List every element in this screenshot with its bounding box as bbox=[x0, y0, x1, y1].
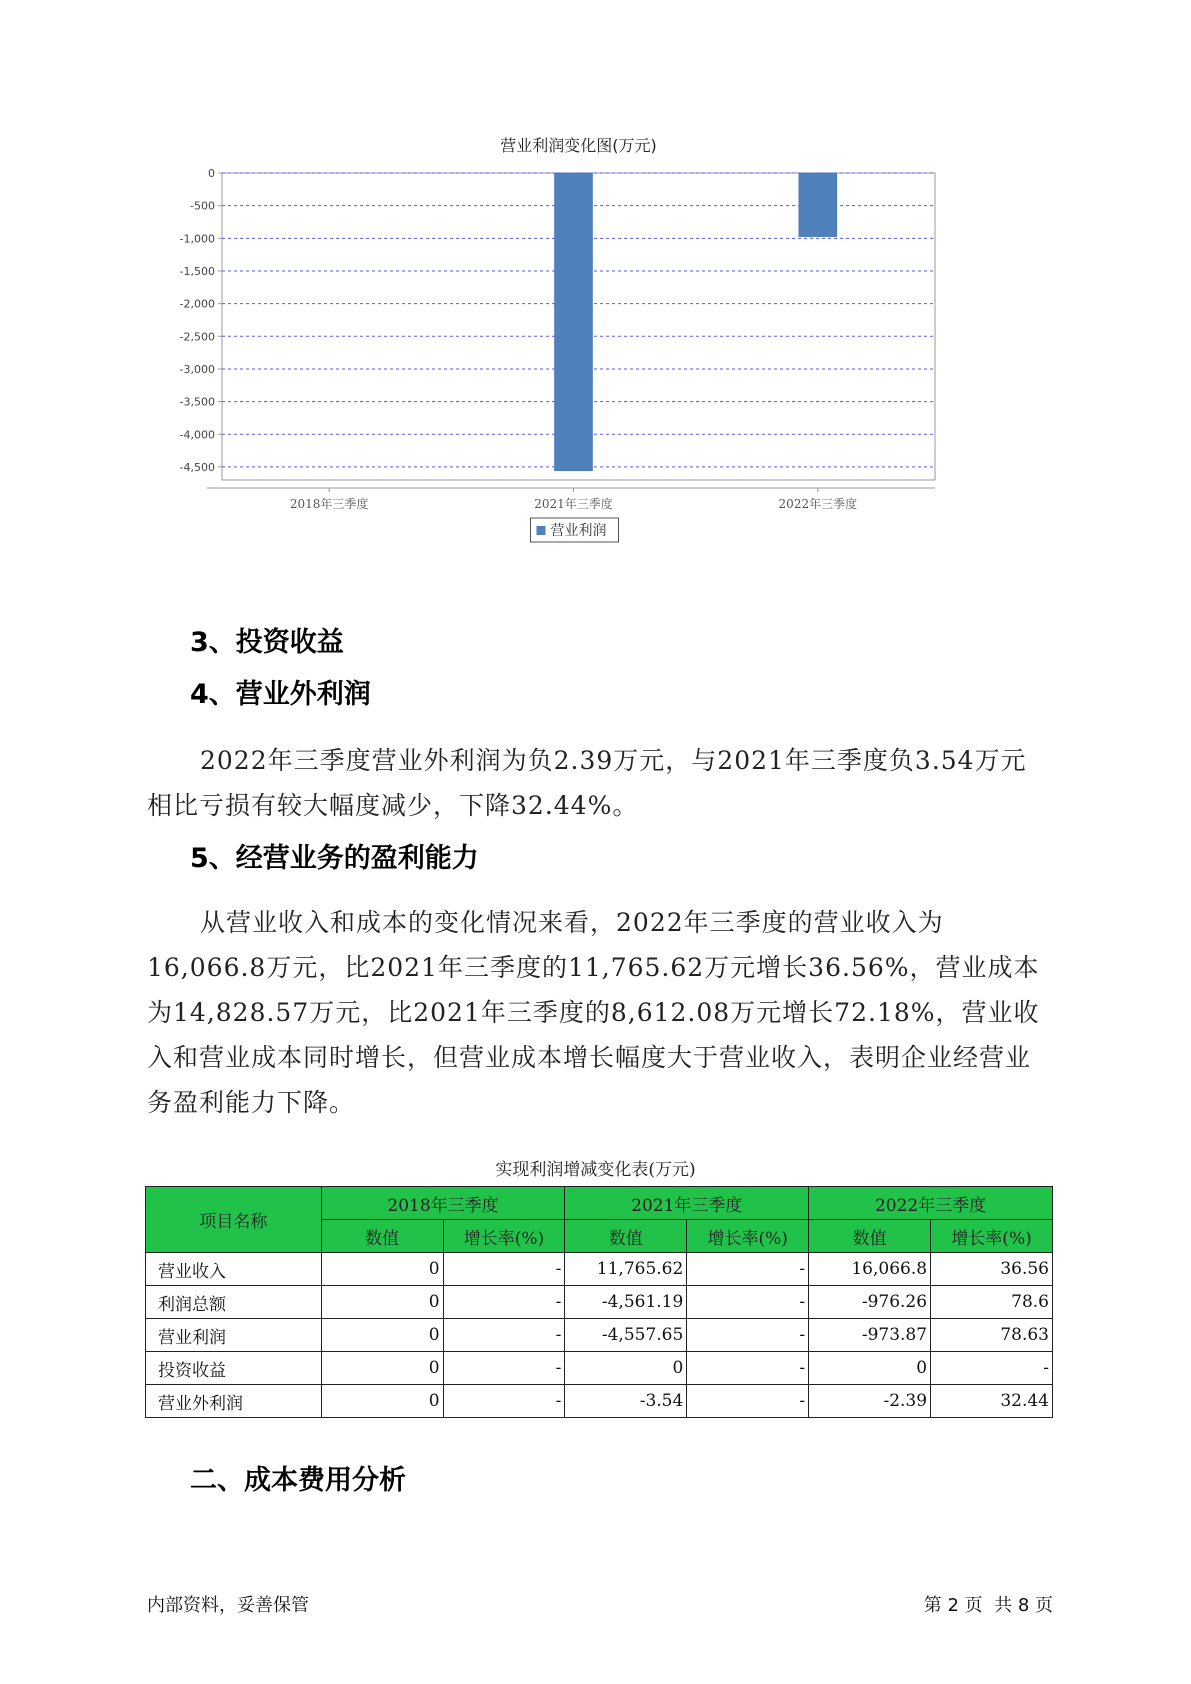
cell-value: -4,561.19 bbox=[565, 1286, 687, 1319]
cell-value: 11,765.62 bbox=[565, 1253, 687, 1286]
y-tick-label: 0 bbox=[208, 167, 215, 180]
table-row bbox=[146, 1253, 1053, 1286]
cell-rate: - bbox=[687, 1253, 809, 1286]
y-tick-label: -1,500 bbox=[179, 264, 215, 278]
paragraph-non-operating-profit bbox=[147, 738, 1052, 828]
y-tick-label: -500 bbox=[190, 199, 215, 213]
header-item-name: 项目名称 bbox=[146, 1187, 322, 1253]
table-row bbox=[146, 1286, 1053, 1319]
cell-rate: - bbox=[931, 1352, 1053, 1385]
header-rate: 增长率(%) bbox=[931, 1220, 1053, 1253]
row-name: 利润总额 bbox=[146, 1286, 322, 1319]
cell-value: 0 bbox=[565, 1352, 687, 1385]
row-name: 营业收入 bbox=[146, 1253, 322, 1286]
cell-value: 0 bbox=[321, 1253, 443, 1286]
header-rate: 增长率(%) bbox=[443, 1220, 565, 1253]
y-tick-label: -1,000 bbox=[179, 232, 215, 246]
x-tick-label: 2021年三季度 bbox=[534, 497, 613, 511]
cell-rate: 32.44 bbox=[931, 1385, 1053, 1418]
header-value: 数值 bbox=[565, 1220, 687, 1253]
y-tick-label: -3,500 bbox=[179, 395, 215, 409]
y-tick-label: -2,500 bbox=[179, 330, 215, 344]
paragraph-text: 从营业收入和成本的变化情况来看，2022年三季度的营业收入为16,066.8万元，比2021年三季度的11,765.62万元增长36.56%，营业成本为14,828.57万元，比2021年三季度的8,612.08万元增长72.18%，营业收入和营业成本同时增长，但营业成本增长幅度大于营业收入，表明企业经营业务盈利能力下降。 bbox=[147, 908, 1040, 1117]
table-row bbox=[146, 1352, 1053, 1385]
cell-rate: - bbox=[443, 1385, 565, 1418]
paragraph-profitability bbox=[147, 900, 1052, 1125]
footer-confidential: 内部资料，妥善保管 bbox=[147, 1595, 309, 1616]
cell-value: 0 bbox=[809, 1352, 931, 1385]
table-row bbox=[146, 1319, 1053, 1352]
header-rate: 增长率(%) bbox=[687, 1220, 809, 1253]
cell-value: 0 bbox=[321, 1385, 443, 1418]
y-tick-label: -3,000 bbox=[179, 362, 215, 376]
paragraph-text: 2022年三季度营业外利润为负2.39万元，与2021年三季度负3.54万元相比亏损有较大幅度减少，下降32.44%。 bbox=[147, 746, 1027, 820]
operating-profit-chart bbox=[150, 135, 1020, 595]
cell-value: 0 bbox=[321, 1319, 443, 1352]
heading-non-operating-profit: 4、营业外利润 bbox=[190, 679, 371, 710]
table-row bbox=[146, 1385, 1053, 1418]
header-value: 数值 bbox=[809, 1220, 931, 1253]
cell-rate: - bbox=[443, 1286, 565, 1319]
table-header-row bbox=[146, 1187, 1053, 1220]
cell-value: 0 bbox=[321, 1352, 443, 1385]
row-name: 投资收益 bbox=[146, 1352, 322, 1385]
profit-change-table bbox=[145, 1186, 1053, 1418]
cell-rate: - bbox=[687, 1319, 809, 1352]
cell-value: -3.54 bbox=[565, 1385, 687, 1418]
header-period: 2022年三季度 bbox=[809, 1187, 1053, 1220]
cell-rate: 78.6 bbox=[931, 1286, 1053, 1319]
heading-cost-analysis: 二、成本费用分析 bbox=[190, 1465, 406, 1496]
x-tick-label: 2022年三季度 bbox=[778, 497, 858, 511]
x-tick-label: 2018年三季度 bbox=[289, 497, 369, 511]
cell-value: -4,557.65 bbox=[565, 1319, 687, 1352]
heading-profitability: 5、经营业务的盈利能力 bbox=[190, 843, 479, 874]
chart-title: 营业利润变化图(万元) bbox=[500, 136, 657, 155]
table-caption: 实现利润增减变化表(万元) bbox=[495, 1160, 696, 1180]
cell-rate: - bbox=[443, 1253, 565, 1286]
y-tick-label: -4,000 bbox=[179, 428, 215, 442]
legend-swatch bbox=[537, 526, 546, 535]
cell-value: -973.87 bbox=[809, 1319, 931, 1352]
cell-rate: 78.63 bbox=[931, 1319, 1053, 1352]
bar bbox=[799, 173, 837, 237]
cell-rate: - bbox=[687, 1385, 809, 1418]
row-name: 营业外利润 bbox=[146, 1385, 322, 1418]
chart-svg bbox=[150, 135, 1020, 595]
legend-label: 营业利润 bbox=[550, 523, 607, 539]
cell-value: -2.39 bbox=[809, 1385, 931, 1418]
bar bbox=[555, 173, 593, 471]
cell-rate: - bbox=[687, 1286, 809, 1319]
cell-value: 16,066.8 bbox=[809, 1253, 931, 1286]
heading-investment-income: 3、投资收益 bbox=[190, 627, 344, 658]
cell-value: 0 bbox=[321, 1286, 443, 1319]
row-name: 营业利润 bbox=[146, 1319, 322, 1352]
cell-rate: 36.56 bbox=[931, 1253, 1053, 1286]
footer-page-number: 第 2 页 共 8 页 bbox=[923, 1595, 1053, 1616]
y-tick-label: -2,000 bbox=[179, 297, 215, 311]
cell-rate: - bbox=[443, 1352, 565, 1385]
cell-rate: - bbox=[687, 1352, 809, 1385]
cell-rate: - bbox=[443, 1319, 565, 1352]
header-period: 2021年三季度 bbox=[565, 1187, 809, 1220]
header-period: 2018年三季度 bbox=[321, 1187, 565, 1220]
header-value: 数值 bbox=[321, 1220, 443, 1253]
cell-value: -976.26 bbox=[809, 1286, 931, 1319]
y-tick-label: -4,500 bbox=[179, 460, 215, 474]
